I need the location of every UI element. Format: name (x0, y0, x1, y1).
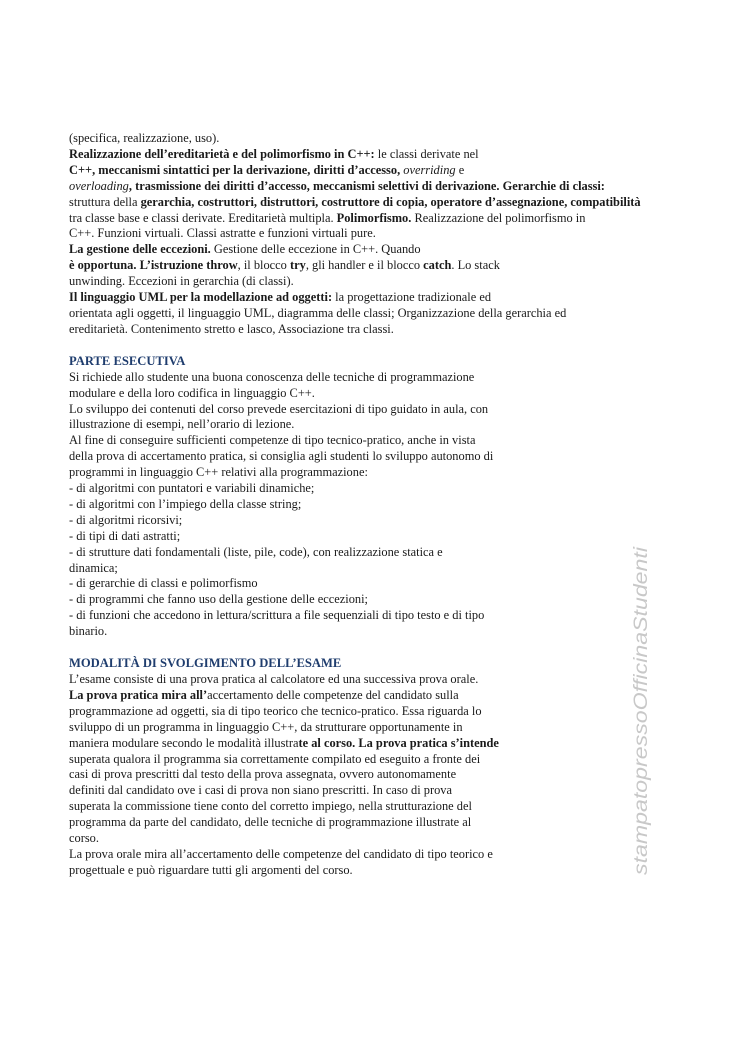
text-line: casi di prova prescritti dal testo della prova assegnata, ovvero autonomamente (69, 767, 457, 782)
text-line: superata qualora il programma sia correttamente compilato ed eseguito a fronte dei (69, 751, 481, 766)
text-line (69, 147, 669, 163)
text-line (69, 258, 669, 274)
bold-run: gerarchia, costruttori, distruttori, costruttore di copia, operatore d’assegnazione, compatibilità (140, 194, 641, 209)
text-line: programmazione ad oggetti, sia di tipo teorico che tecnico-pratico. Essa riguarda lo (69, 703, 482, 718)
text-line: C++. Funzioni virtuali. Classi astratte e funzioni virtuali pure. (69, 226, 376, 241)
text-line: programma da parte del candidato, delle tecniche di programmazione illustrate al (69, 815, 472, 830)
text-run: struttura della (69, 194, 141, 209)
text-run: Realizzazione del polimorfismo in (411, 210, 586, 225)
text-line (69, 195, 669, 211)
list-item: - di tipi di dati astratti; (69, 528, 181, 543)
text-run: - di algoritmi con l’impiego del (69, 496, 225, 511)
list-item: - di strutture dati fondamentali (liste, pile, code), con realizzazione statica e (69, 544, 443, 559)
text-line: Lo sviluppo dei contenuti del corso prevede esercitazioni di tipo guidato in aula, con (69, 401, 489, 416)
topic-title: La gestione delle eccezioni. (69, 242, 211, 257)
text-line: L’esame consiste di una prova pratica al calcolatore ed una successiva prova orale. (69, 672, 479, 686)
watermark (632, 545, 652, 875)
text-line (69, 688, 669, 704)
topic-title: Realizzazione dell’ereditarietà e del polimorfismo in C++: (69, 146, 375, 161)
text-line: corso. (69, 831, 99, 846)
italic-term: overriding (403, 162, 456, 177)
bold-run: C++, meccanismi sintattici per la derivazione, diritti d’accesso, (69, 162, 401, 177)
topic-title: Polimorfismo. (336, 210, 412, 225)
text-line: definiti dal candidato ove i casi di prova non siano prescritti. In caso di prova (69, 783, 452, 798)
text-line: Al fine di conseguire sufficienti competenze di tipo tecnico-pratico, anche in vista (69, 433, 476, 448)
bold-run: è opportuna. L’istruzione (69, 258, 207, 273)
document-page (69, 131, 669, 879)
list-item: - di algoritmi con puntatori e variabili dinamiche; (69, 481, 315, 496)
bold-run: , trasmissione dei diritti d’accesso, meccanismi selettivi di derivazione. Gerarchie di classi: (128, 178, 605, 193)
list-item: binario. (69, 624, 108, 639)
bold-run: La prova pratica mira all’ (69, 687, 208, 702)
list-item: - di gerarchie di classi e polimorfismo (69, 576, 258, 591)
text-line: della prova di accertamento pratica, si consiglia agli studenti lo sviluppo autonomo di (69, 449, 494, 464)
keyword: try (289, 258, 306, 273)
list-item (69, 497, 669, 513)
text-line: Si richiede allo studente una buona conoscenza delle tecniche di programmazione (69, 369, 475, 384)
text-line: progettuale e può riguardare tutti gli argomenti del corso. (69, 862, 353, 877)
list-item: - di programmi che fanno uso della gestione delle eccezioni; (69, 592, 368, 607)
list-item: - di funzioni che accedono in lettura/scrittura a file sequenziali di tipo testo e di tipo (69, 608, 485, 623)
parte-esecutiva-section (69, 354, 669, 640)
text-line: modulare e della loro codifica in linguaggio C++. (69, 385, 315, 400)
keyword: catch (423, 258, 452, 273)
esame-section (69, 656, 669, 879)
text-run: le classi derivate nel (374, 146, 479, 161)
text-run: e (455, 162, 465, 177)
text-line (69, 163, 669, 179)
text-line (69, 290, 669, 306)
text-line: (specifica, realizzazione, uso). (69, 131, 220, 145)
text-run: , gli handler e il blocco (305, 258, 424, 273)
text-line: unwinding. Eccezioni in gerarchia (di classi). (69, 274, 294, 289)
text-line: orientata agli oggetti, il linguaggio UML, diagramma delle classi; Organizzazione della gerarchia ed (69, 305, 567, 320)
bold-run: te al corso. La prova pratica s’intende (298, 735, 499, 750)
section-heading: MODALITÀ DI SVOLGIMENTO DELL’ESAME (69, 656, 342, 671)
text-line: illustrazione di esempi, nell’orario di lezione. (69, 417, 295, 432)
text-run: . Lo stack (451, 258, 500, 273)
text-line (69, 736, 669, 752)
text-line: superata la commissione tiene conto del corretto impiego, nella strutturazione del (69, 799, 472, 814)
keyword: throw (206, 258, 238, 273)
text-line (69, 242, 669, 258)
text-line: La prova orale mira all’accertamento delle competenze del candidato di tipo teorico e (69, 846, 493, 861)
text-run: accertamento delle competenze del candidato sulla (207, 687, 459, 702)
text-line: sviluppo di un programma in linguaggio C++, da strutturare opportunamente in (69, 719, 463, 734)
section-heading: PARTE ESECUTIVA (69, 353, 186, 368)
text-run: la progettazione tradizionale ed (332, 290, 492, 305)
text-line (69, 179, 669, 195)
topic-title: Il linguaggio UML per la modellazione ad oggetti: (69, 290, 333, 305)
list-item: dinamica; (69, 560, 118, 575)
text-line (69, 211, 669, 227)
list-item: - di algoritmi ricorsivi; (69, 512, 183, 527)
content-section (69, 131, 669, 338)
italic-term: overloading (69, 178, 129, 193)
text-run: la classe string; (224, 496, 302, 511)
text-line: ereditarietà. Contenimento stretto e lasco, Associazione tra classi. (69, 321, 394, 336)
text-run: , il blocco (237, 258, 290, 273)
text-line: programmi in linguaggio C++ relativi alla programmazione: (69, 465, 368, 480)
text-run: tra classe base e classi derivate. Ereditarietà multipla. (69, 210, 337, 225)
text-run: Gestione delle eccezione in C++. Quando (210, 242, 421, 257)
text-run: maniera modulare secondo le modalità illustra (69, 735, 299, 750)
watermark-text: stampatopressoOfficinaStudenti (630, 598, 652, 875)
